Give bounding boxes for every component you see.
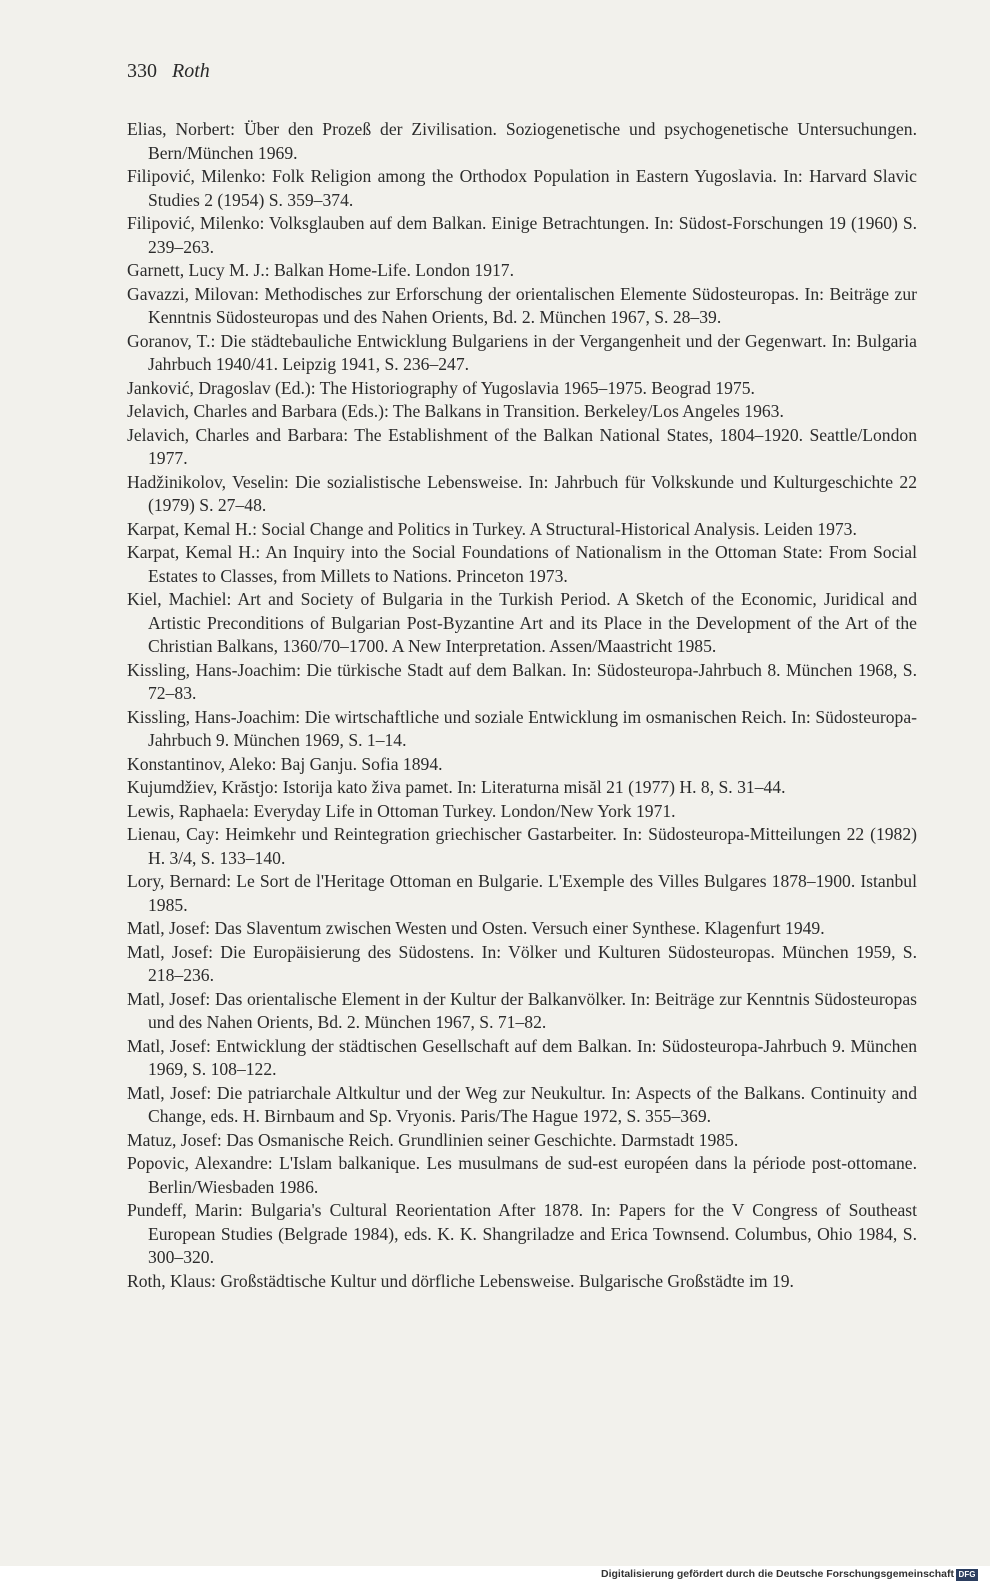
bibliography-entry: Jelavich, Charles and Barbara (Eds.): The Balkans in Transition. Berkeley/Los Angeles 1963. <box>127 401 784 421</box>
bibliography-entry: Kujumdžiev, Krăstjo: Istorija kato živa pamet. In: Literaturna misăl 21 (1977) H. 8, S. 31–44. <box>127 777 786 797</box>
bibliography-entry: Kissling, Hans-Joachim: Die türkische Stadt auf dem Balkan. In: Südosteuropa-Jahrbuch 8. München 1968, S. 72–83. <box>127 659 917 703</box>
bibliography-entry: Jelavich, Charles and Barbara: The Establishment of the Balkan National States, 1804–1920. Seattle/London 1977. <box>127 424 917 468</box>
bibliography-entry: Matl, Josef: Das orientalische Element in der Kultur der Balkanvölker. In: Beiträge zur Kenntnis Südosteuropas und des Nahen Orients, Bd. 2. München 1967, S. 71–82. <box>127 988 917 1032</box>
dfg-logo: DFG <box>956 1569 978 1581</box>
bibliography-entry: Konstantinov, Aleko: Baj Ganju. Sofia 1894. <box>127 753 443 774</box>
bibliography-entry: Janković, Dragoslav (Ed.): The Historiography of Yugoslavia 1965–1975. Beograd 1975. <box>127 377 755 398</box>
page-header <box>127 60 210 83</box>
bibliography-entry: Pundeff, Marin: Bulgaria's Cultural Reorientation After 1878. In: Papers for the V Congress of Southeast European Studies (Belgrade 1984), eds. K. K. Shangriladze and Erica Townsend. Columbus, Ohio 1984, S. 300–320. <box>127 1200 917 1267</box>
bibliography-entry: Kissling, Hans-Joachim: Die wirtschaftliche und soziale Entwicklung im osmanischen Reich. In: Südosteuropa-Jahrbuch 9. München 1969, S. 1–14. <box>127 706 917 750</box>
bibliography-entry: Lewis, Raphaela: Everyday Life in Ottoman Turkey. London/New York 1971. <box>127 800 676 821</box>
bibliography-entry: Hadžinikolov, Veselin: Die sozialistische Lebensweise. In: Jahrbuch für Volkskunde und Kulturgeschichte 22 (1979) S. 27–48. <box>127 471 917 515</box>
footer-credit: Digitalisierung gefördert durch die Deutsche Forschungsgemeinschaft <box>601 1568 954 1580</box>
bibliography-entry: Matl, Josef: Das Slaventum zwischen Westen und Osten. Versuch einer Synthese. Klagenfurt 1949. <box>127 918 825 938</box>
bibliography-entry: Lienau, Cay: Heimkehr und Reintegration griechischer Gastarbeiter. In: Südosteuropa-Mitteilungen 22 (1982) H. 3/4, S. 133–140. <box>127 824 917 868</box>
bibliography-entry: Matl, Josef: Die patriarchale Altkultur und der Weg zur Neukultur. In: Aspects of the Balkans. Continuity and Change, eds. H. Birnbaum and Sp. Vryonis. Paris/The Hague 1972, S. 355–369. <box>127 1082 917 1126</box>
bibliography-entry: Goranov, T.: Die städtebauliche Entwicklung Bulgariens in der Vergangenheit und der Gegenwart. In: Bulgaria Jahrbuch 1940/41. Leipzig 1941, S. 236–247. <box>127 330 917 374</box>
bibliography-entry: Matuz, Josef: Das Osmanische Reich. Grundlinien seiner Geschichte. Darmstadt 1985. <box>127 1129 739 1150</box>
bibliography-entry: Roth, Klaus: Großstädtische Kultur und dörfliche Lebensweise. Bulgarische Großstädte im 19. <box>127 1270 794 1291</box>
digitization-footer <box>0 1566 1000 1584</box>
page-number: 330 <box>127 60 157 82</box>
bibliography-entry: Popovic, Alexandre: L'Islam balkanique. Les musulmans de sud-est européen dans la période post-ottomane. Berlin/Wiesbaden 1986. <box>127 1153 917 1197</box>
bibliography-entry: Matl, Josef: Die Europäisierung des Südostens. In: Völker und Kulturen Südosteuropas. München 1959, S. 218–236. <box>127 941 917 985</box>
bibliography-entry: Lory, Bernard: Le Sort de l'Heritage Ottoman en Bulgarie. L'Exemple des Villes Bulgares 1878–1900. Istanbul 1985. <box>127 871 917 915</box>
running-head: Roth <box>172 60 210 82</box>
bibliography-entry: Elias, Norbert: Über den Prozeß der Zivilisation. Soziogenetische und psychogenetische Untersuchungen. Bern/München 1969. <box>127 119 917 163</box>
bibliography-list <box>127 118 917 1293</box>
bibliography-entry: Gavazzi, Milovan: Methodisches zur Erforschung der orientalischen Elemente Südosteuropas. In: Beiträge zur Kenntnis Südosteuropas und des Nahen Orients, Bd. 2. München 1967, S. 28–39. <box>127 283 917 327</box>
bibliography-entry: Garnett, Lucy M. J.: Balkan Home-Life. London 1917. <box>127 260 514 280</box>
bibliography-entry: Matl, Josef: Entwicklung der städtischen Gesellschaft auf dem Balkan. In: Südosteuropa-Jahrbuch 9. München 1969, S. 108–122. <box>127 1035 917 1079</box>
bibliography-entry: Filipović, Milenko: Folk Religion among the Orthodox Population in Eastern Yugoslavia. In: Harvard Slavic Studies 2 (1954) S. 359–374. <box>127 166 917 210</box>
bibliography-entry: Karpat, Kemal H.: Social Change and Politics in Turkey. A Structural-Historical Analysis. Leiden 1973. <box>127 518 857 539</box>
bibliography-entry: Karpat, Kemal H.: An Inquiry into the Social Foundations of Nationalism in the Ottoman State: From Social Estates to Classes, from Millets to Nations. Princeton 1973. <box>127 542 917 586</box>
bibliography-entry: Filipović, Milenko: Volksglauben auf dem Balkan. Einige Betrachtungen. In: Südost-Forschungen 19 (1960) S. 239–263. <box>127 213 917 257</box>
bibliography-entry: Kiel, Machiel: Art and Society of Bulgaria in the Turkish Period. A Sketch of the Economic, Juridical and Artistic Preconditions of Bulgarian Post-Byzantine Art and its Place in the Development of the Art of the Christian Balkans, 1360/70–1700. A New Interpretation. Assen/Maastricht 1985. <box>127 589 917 656</box>
